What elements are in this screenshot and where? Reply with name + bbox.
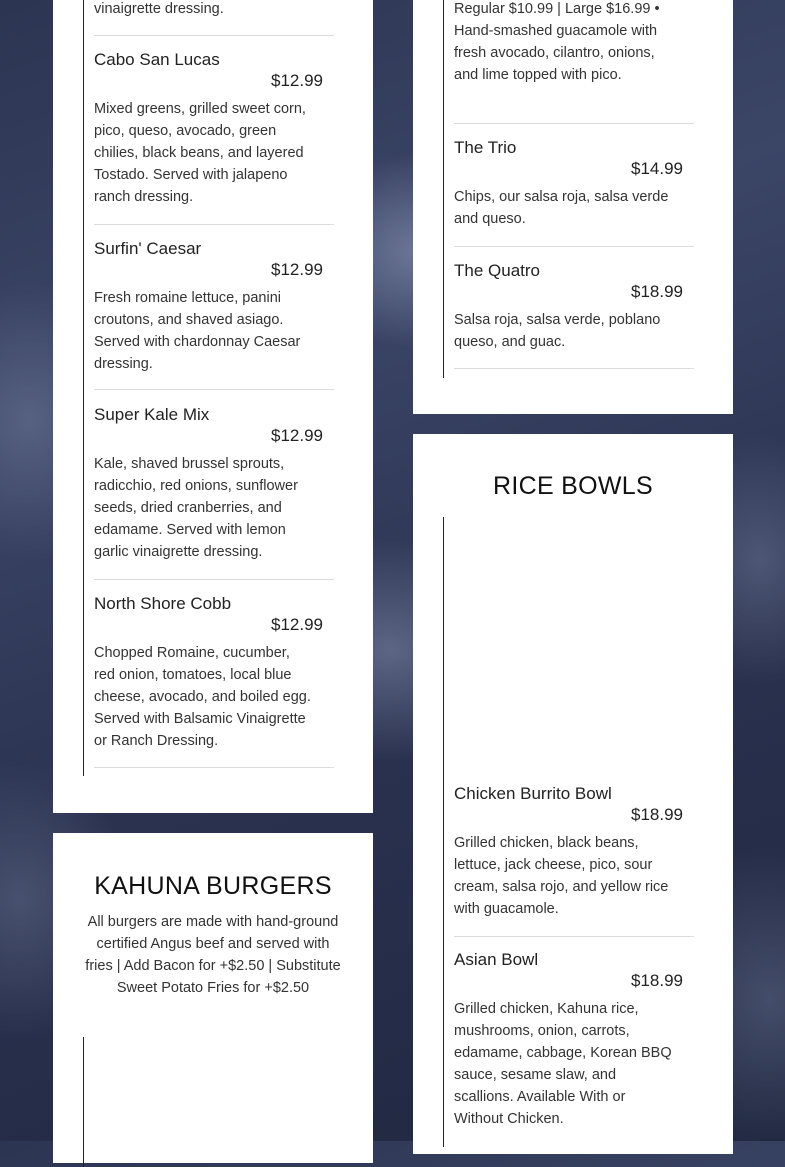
- menu-item: [94, 405, 334, 580]
- item-name: Surfin' Caesar: [94, 239, 202, 258]
- item-price: $12.99: [271, 71, 323, 90]
- menu-item: [94, 50, 334, 225]
- burgers-menu-card: [53, 833, 373, 1163]
- menu-item: [454, 950, 694, 1150]
- item-description: vinaigrette dressing.: [94, 1, 224, 17]
- item-name: Chicken Burrito Bowl: [454, 784, 612, 803]
- section-title: KAHUNA BURGERS: [94, 872, 332, 900]
- menu-item: [454, 138, 694, 247]
- item-description: Grilled chicken, Kahuna rice, mushrooms, onion, carrots, edamame, cabbage, Korean BBQ sauce, sesame slaw, and scallions. Available With or Without Chicken.: [454, 1001, 672, 1127]
- item-price: $12.99: [271, 615, 323, 634]
- item-description: Kale, shaved brussel sprouts, radicchio, red onions, sunflower seeds, dried cranberries, and edamame. Served with lemon garlic vinaigrette dressing.: [94, 456, 298, 560]
- section-divider-line: [83, 0, 84, 776]
- section-divider-line: [443, 0, 444, 378]
- item-price: $18.99: [631, 805, 683, 824]
- menu-item: [454, 261, 694, 369]
- section-intro: All burgers are made with hand-ground certified Angus beef and served with fries | Add Bacon for +$2.50 | Substitute Sweet Potato Fries for +$2.50: [85, 914, 341, 996]
- appetizers-menu-card: [413, 0, 733, 414]
- item-name: Cabo San Lucas: [94, 50, 220, 69]
- item-description: Regular $10.99 | Large $16.99 • Hand-smashed guacamole with fresh avocado, cilantro, onions, and lime topped with pico.: [454, 1, 660, 83]
- item-description: Salsa roja, salsa verde, poblano queso, and guac.: [454, 312, 661, 350]
- item-description: Chips, our salsa roja, salsa verde and queso.: [454, 189, 669, 227]
- item-name: Asian Bowl: [454, 950, 539, 969]
- menu-item-partial: [454, 0, 694, 124]
- menu-item-partial: [94, 0, 334, 36]
- item-description: Mixed greens, grilled sweet corn, pico, queso, avocado, green chilies, black beans, and layered Tostado. Served with jalapeno ranch dressing.: [94, 101, 306, 205]
- item-description: Chopped Romaine, cucumber, red onion, tomatoes, local blue cheese, avocado, and boiled egg. Served with Balsamic Vinaigrette or Ranch Dressing.: [94, 645, 311, 749]
- item-price: $12.99: [271, 426, 323, 445]
- menu-item: [454, 784, 694, 937]
- salads-menu-card: [53, 0, 373, 813]
- item-price: $18.99: [631, 282, 683, 301]
- item-name: The Trio: [454, 138, 517, 157]
- item-price: $14.99: [631, 159, 683, 178]
- item-name: Super Kale Mix: [94, 405, 210, 424]
- item-description: Fresh romaine lettuce, panini croutons, and shaved asiago. Served with chardonnay Caesar dressing.: [94, 290, 301, 372]
- section-title: RICE BOWLS: [493, 472, 653, 500]
- section-divider-line: [443, 517, 444, 1147]
- menu-item: [94, 239, 334, 390]
- rice-bowls-menu-card: [413, 434, 733, 1154]
- menu-item: [94, 594, 334, 768]
- section-divider-line: [83, 1037, 84, 1167]
- item-name: The Quatro: [454, 261, 540, 280]
- item-description: Grilled chicken, black beans, lettuce, jack cheese, pico, sour cream, salsa rojo, and yellow rice with guacamole.: [454, 835, 669, 917]
- item-name: North Shore Cobb: [94, 594, 232, 613]
- item-price: $18.99: [631, 971, 683, 990]
- item-price: $12.99: [271, 260, 323, 279]
